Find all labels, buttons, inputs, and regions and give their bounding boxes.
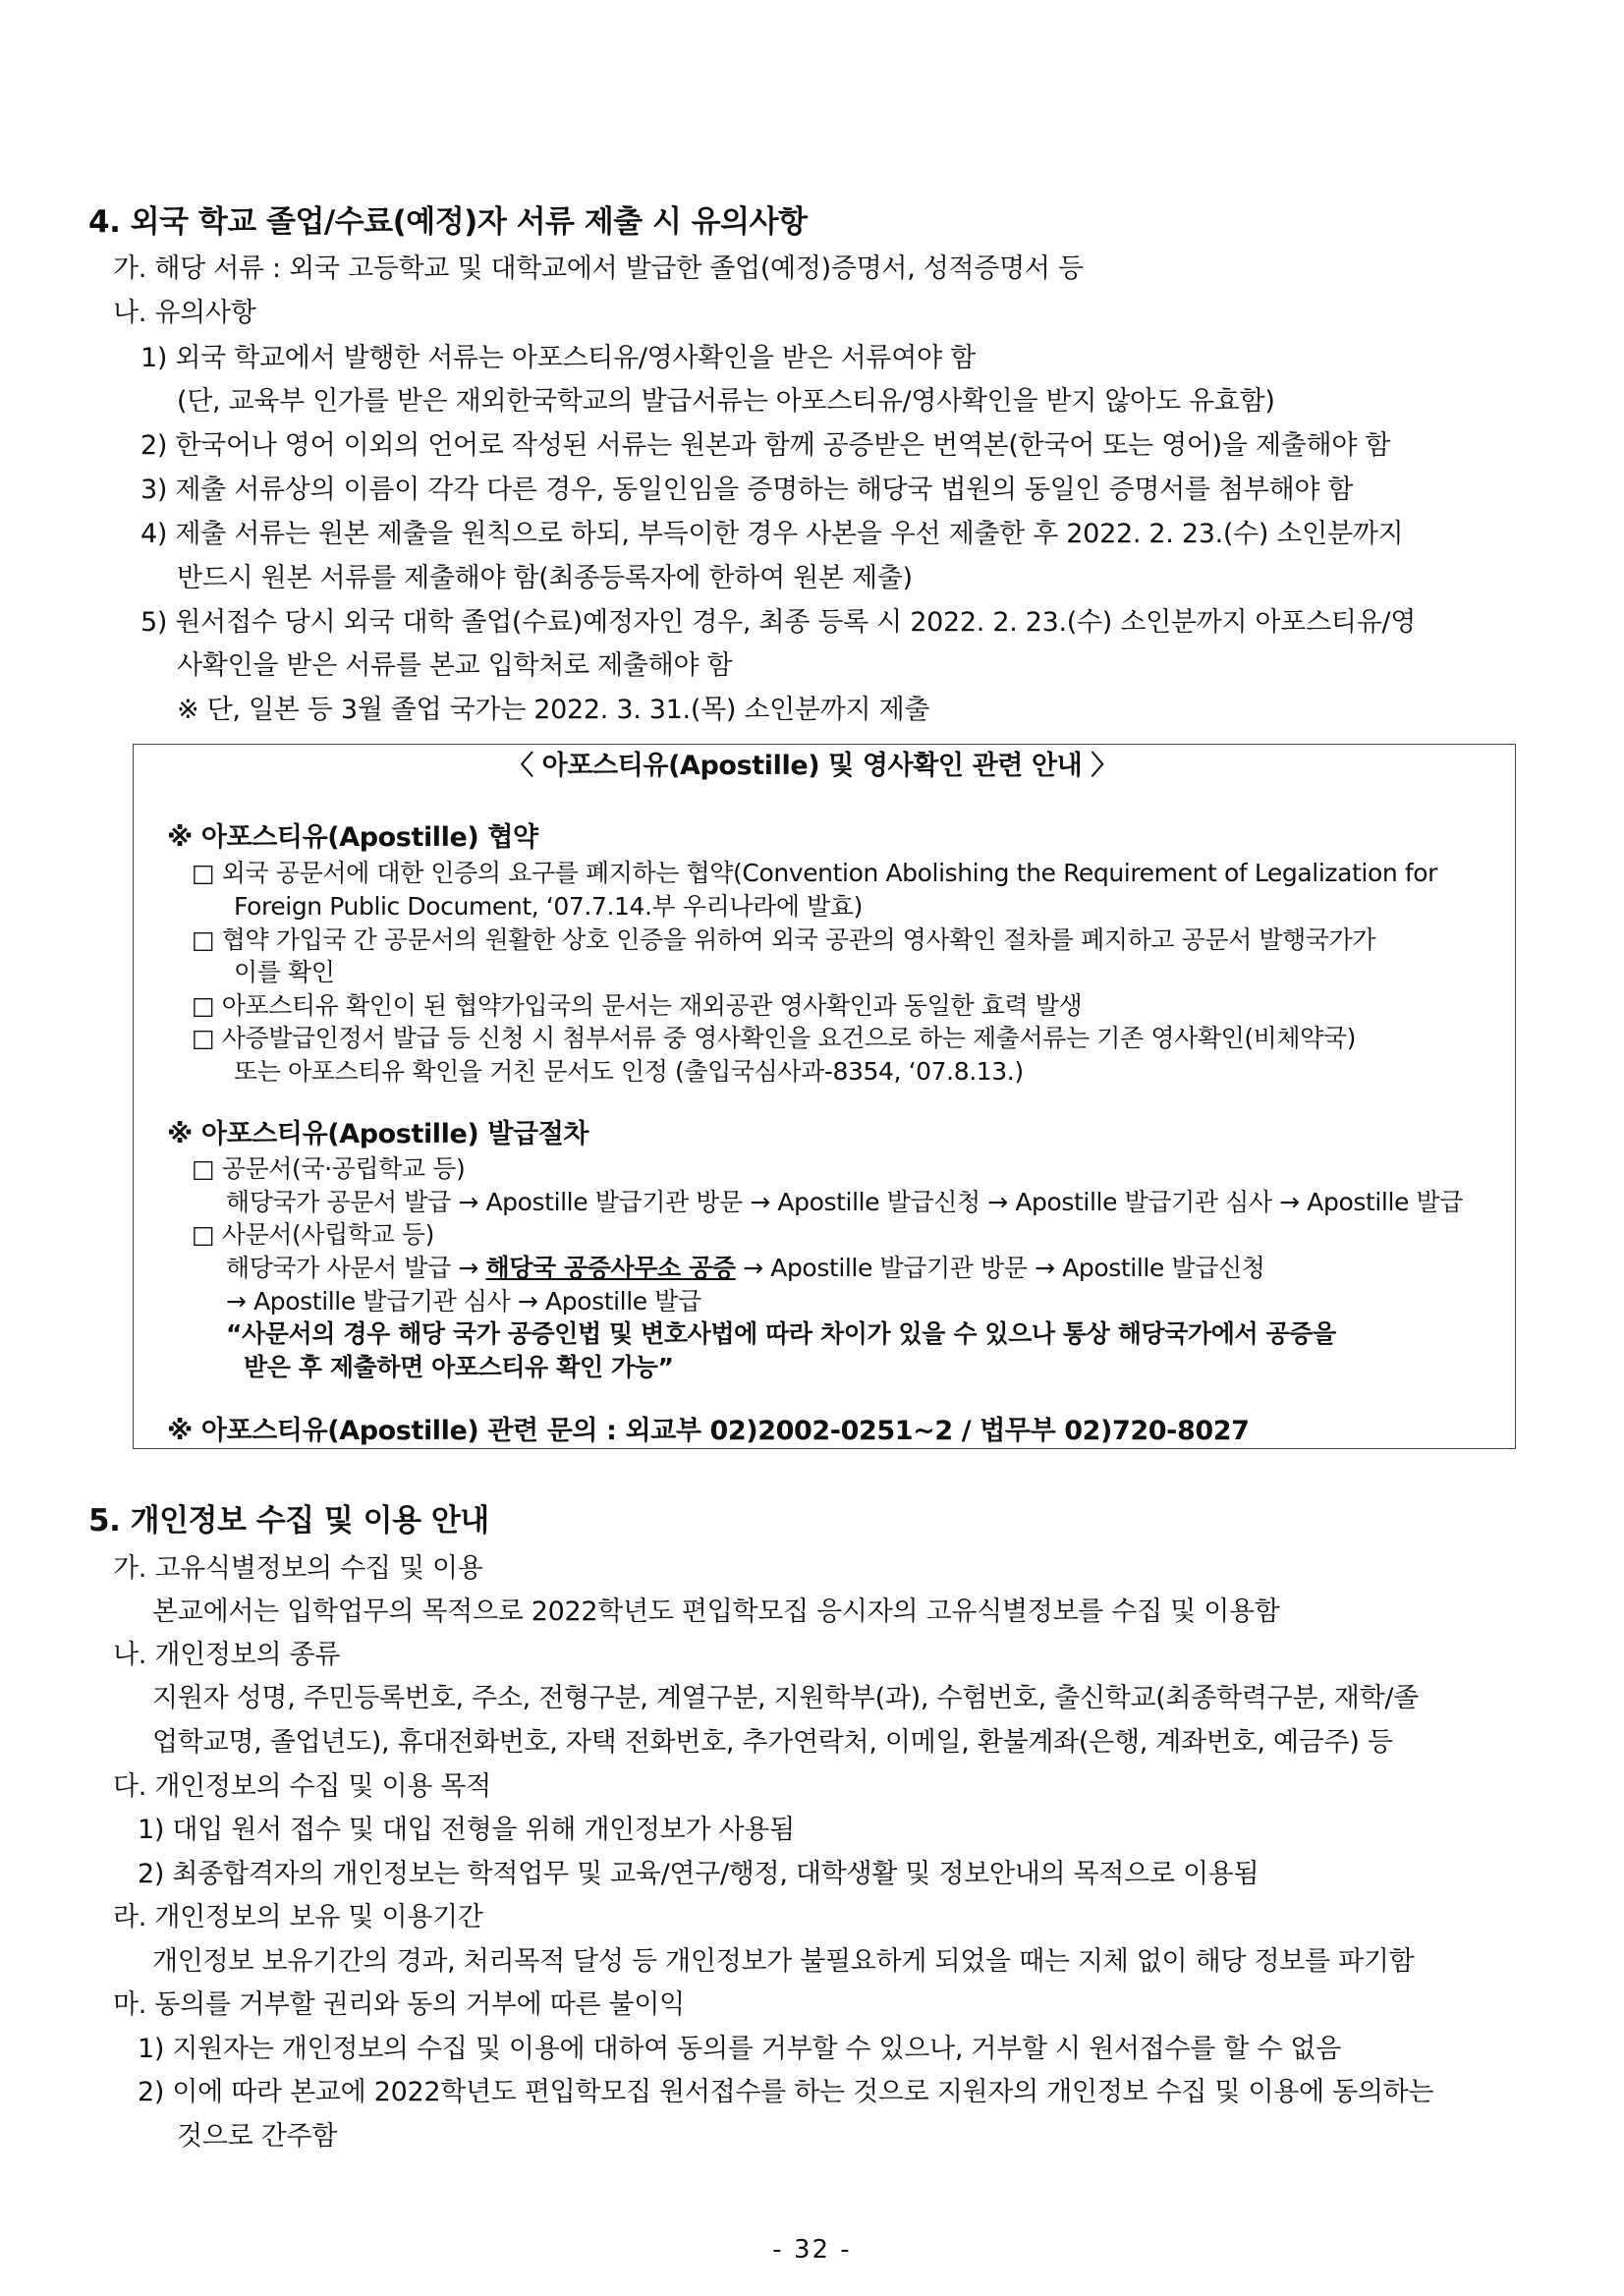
apostille-agreement-item-1: □ 외국 공문서에 대한 인증의 요구를 폐지하는 협약(Convention Abolishing the Requirement of Legalization for [192,859,1438,887]
apostille-agreement-item-2: □ 협약 가입국 간 공문서의 원활한 상호 인증을 위하여 외국 공관의 영사확인 절차를 폐지하고 공문서 발행국가가 [192,925,1376,954]
apostille-procedure-private-flow [226,1252,1264,1285]
section-5-item-ma: 마. 동의를 거부할 권리와 동의 거부에 따른 불이익 [113,1989,685,2020]
section-4-note-1: 1) 외국 학교에서 발행한 서류는 아포스티유/영사확인을 받은 서류여야 함 [140,343,976,373]
section-4-note-5: 5) 원서접수 당시 외국 대학 졸업(수료)예정자인 경우, 최종 등록 시 2022. 2. 23.(수) 소인분까지 아포스티유/영 [140,607,1417,638]
apostille-procedure-public: □ 공문서(국·공립학교 등) [192,1154,466,1183]
apostille-procedure-private: □ 사문서(사립학교 등) [192,1220,435,1249]
section-4-item-na: 나. 유의사항 [113,298,256,328]
apostille-private-quote-cont: 받은 후 제출하면 아포스티유 확인 가능” [244,1353,674,1381]
section-5-item-na-body-2: 업학교명, 졸업년도), 휴대전화번호, 자택 전화번호, 추가연락처, 이메일, 환불계좌(은행, 계좌번호, 예금주) 등 [152,1727,1393,1758]
apostille-procedure-heading: ※ 아포스티유(Apostille) 발급절차 [167,1119,589,1149]
section-4-title: 4. 외국 학교 졸업/수료(예정)자 서류 제출 시 유의사항 [88,204,808,240]
section-4-note-1-detail: (단, 교육부 인가를 받은 재외한국학교의 발급서류는 아포스티유/영사확인을 받지 않아도 유효함) [177,386,1275,417]
section-4-note-5-remark: ※ 단, 일본 등 3월 졸업 국가는 2022. 3. 31.(목) 소인분까지 제출 [177,695,930,725]
section-4-note-5-cont: 사확인을 받은 서류를 본교 입학처로 제출해야 함 [177,650,733,681]
apostille-agreement-item-2-cont: 이를 확인 [234,958,335,986]
apostille-contact: ※ 아포스티유(Apostille) 관련 문의 : 외교부 02)2002-0251~2 / 법무부 02)720-8027 [167,1416,1250,1446]
section-4-note-2: 2) 한국어나 영어 이외의 언어로 작성된 서류는 원본과 함께 공증받은 번역본(한국어 또는 영어)을 제출해야 함 [140,430,1391,461]
section-5-item-ma-2: 2) 이에 따라 본교에 2022학년도 편입학모집 원서접수를 하는 것으로 지원자의 개인정보 수집 및 이용에 동의하는 [138,2077,1434,2107]
private-flow-end: → Apostille 발급기관 방문 → Apostille 발급신청 [735,1254,1265,1282]
section-5-item-ma-1: 1) 지원자는 개인정보의 수집 및 이용에 대하여 동의를 거부할 수 있으나, 거부할 시 원서접수를 할 수 없음 [138,2034,1341,2064]
section-5-item-na: 나. 개인정보의 종류 [113,1640,341,1670]
section-5-item-ma-2-cont: 것으로 간주함 [177,2121,337,2152]
apostille-procedure-private-flow-cont: → Apostille 발급기관 심사 → Apostille 발급 [226,1287,701,1316]
section-5-item-ga: 가. 고유식별정보의 수집 및 이용 [113,1553,483,1584]
apostille-agreement-item-4: □ 사증발급인정서 발급 등 신청 시 첨부서류 중 영사확인을 요건으로 하는 제출서류는 기존 영사확인(비체약국) [192,1024,1357,1052]
section-4-item-ga: 가. 해당 서류 : 외국 고등학교 및 대학교에서 발급한 졸업(예정)증명서, 성적증명서 등 [113,253,1084,284]
section-4-note-3: 3) 제출 서류상의 이름이 각각 다른 경우, 동일인임을 증명하는 해당국 법원의 동일인 증명서를 첨부해야 함 [140,475,1354,505]
private-flow-start: 해당국가 사문서 발급 → [226,1254,486,1282]
section-5-item-da: 다. 개인정보의 수집 및 이용 목적 [113,1771,491,1802]
section-4-note-4: 4) 제출 서류는 원본 제출을 원칙으로 하되, 부득이한 경우 사본을 우선 제출한 후 2022. 2. 23.(수) 소인분까지 [140,519,1404,549]
section-5-item-ga-body: 본교에서는 입학업무의 목적으로 2022학년도 편입학모집 응시자의 고유식별정보를 수집 및 이용함 [152,1596,1280,1627]
private-flow-notary: 해당국 공증사무소 공증 [485,1254,736,1282]
apostille-agreement-item-3: □ 아포스티유 확인이 된 협약가입국의 문서는 재외공관 영사확인과 동일한 효력 발생 [192,991,1083,1020]
section-5-item-na-body-1: 지원자 성명, 주민등록번호, 주소, 전형구분, 계열구분, 지원학부(과), 수험번호, 출신학교(최종학력구분, 재학/졸 [152,1683,1419,1713]
section-5-item-ra-body: 개인정보 보유기간의 경과, 처리목적 달성 등 개인정보가 불필요하게 되었을 때는 지체 없이 해당 정보를 파기함 [152,1946,1415,1977]
apostille-box-title: 〈 아포스티유(Apostille) 및 영사확인 관련 안내 〉 [507,751,1117,781]
apostille-procedure-public-flow: 해당국가 공문서 발급 → Apostille 발급기관 방문 → Apostille 발급신청 → Apostille 발급기관 심사 → Apostille 발급 [226,1188,1464,1216]
section-5-item-da-2: 2) 최종합격자의 개인정보는 학적업무 및 교육/연구/행정, 대학생활 및 정보안내의 목적으로 이용됨 [138,1859,1260,1889]
section-4-note-4-cont: 반드시 원본 서류를 제출해야 함(최종등록자에 한하여 원본 제출) [177,563,913,593]
apostille-agreement-item-4-cont: 또는 아포스티유 확인을 거친 문서도 인정 (출입국심사과-8354, ‘07.8.13.) [234,1057,1024,1086]
apostille-agreement-item-1-cont: Foreign Public Document, ‘07.7.14.부 우리나라에 발효) [234,892,864,921]
section-5-title: 5. 개인정보 수집 및 이용 안내 [88,1503,489,1539]
apostille-private-quote: “사문서의 경우 해당 국가 공증인법 및 변호사법에 따라 차이가 있을 수 있으나 통상 해당국가에서 공증을 [226,1319,1336,1348]
apostille-agreement-heading: ※ 아포스티유(Apostille) 협약 [167,822,538,853]
page-number: - 32 - [772,2235,852,2265]
section-5-item-da-1: 1) 대입 원서 접수 및 대입 전형을 위해 개인정보가 사용됨 [138,1815,795,1845]
section-5-item-ra: 라. 개인정보의 보유 및 이용기간 [113,1902,483,1932]
